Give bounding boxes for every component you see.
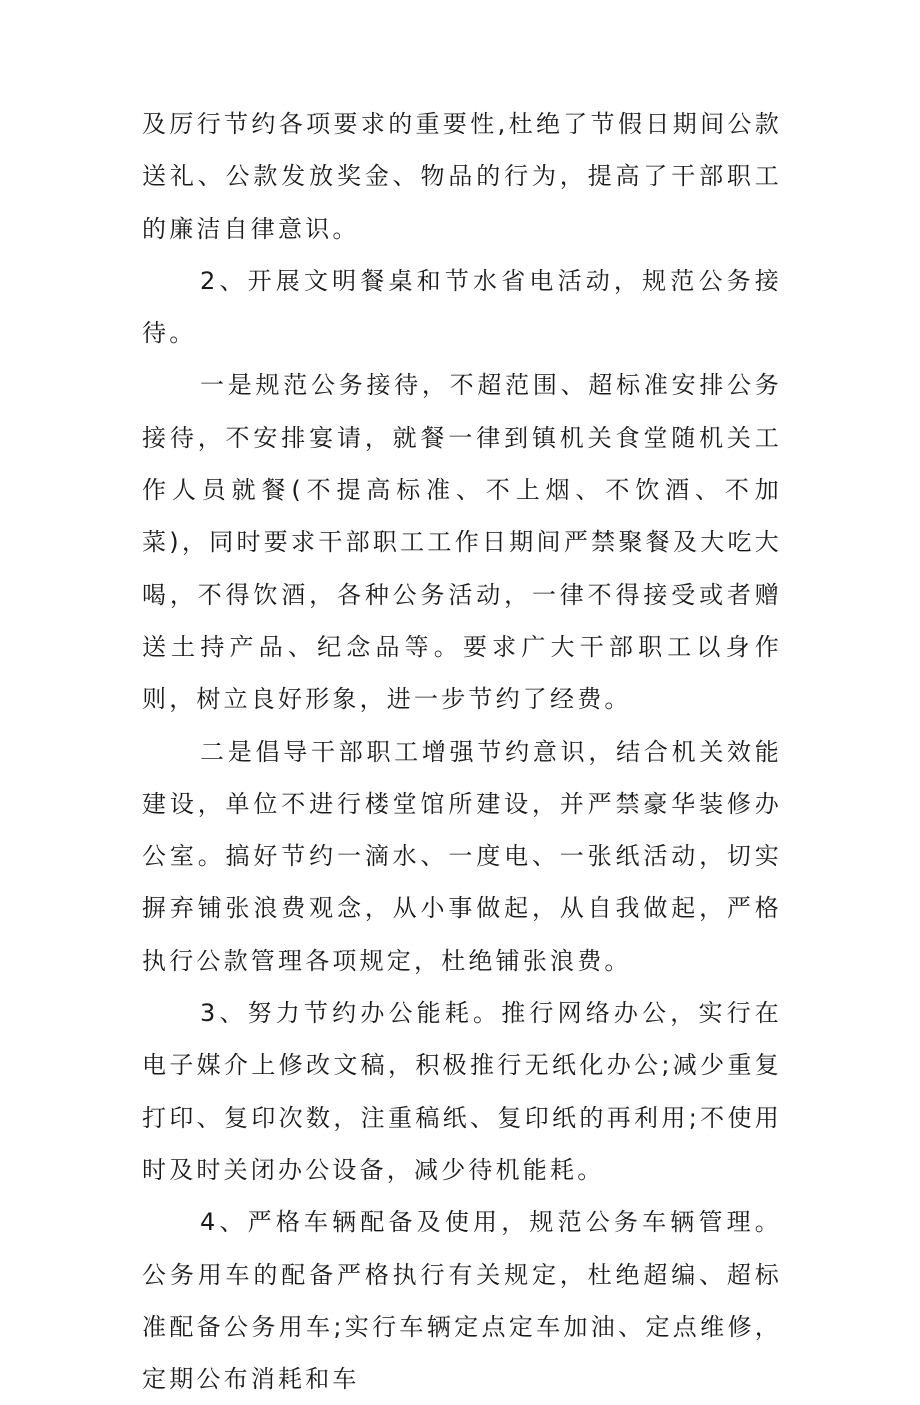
paragraph-sub-1: 一是规范公务接待，不超范围、超标准安排公务接待，不安排宴请，就餐一律到镇机关食堂随机关工作人员就餐(不提高标准、不上烟、不饮酒、不加菜)，同时要求干部职工工作日期间严禁聚餐及大吃大喝，不得饮酒，各种公务活动，一律不得接受或者赠送土持产品、纪念品等。要求广大干部职工以身作则，树立良好形象，进一步节约了经费。 xyxy=(142,371,782,714)
paragraph-item-2: 2、开展文明餐桌和节水省电活动，规范公务接待。 xyxy=(142,266,782,348)
paragraph-item-3: 3、努力节约办公能耗。推行网络办公，实行在电子媒介上修改文稿，积极推行无纸化办公;减少重复打印、复印次数，注重稿纸、复印纸的再利用;不使用时及时关闭办公设备，减少待机能耗。 xyxy=(142,999,782,1184)
paragraph-continuation: 及厉行节约各项要求的重要性,杜绝了节假日期间公款送礼、公款发放奖金、物品的行为，提高了干部职工的廉洁自律意识。 xyxy=(142,110,782,243)
document-body xyxy=(142,98,782,1405)
paragraph-item-4: 4、严格车辆配备及使用，规范公务车辆管理。公务用车的配备严格执行有关规定，杜绝超编、超标准配备公务用车;实行车辆定点定车加油、定点维修，定期公布消耗和车 xyxy=(142,1208,782,1394)
paragraph-sub-2: 二是倡导干部职工增强节约意识，结合机关效能建设，单位不进行楼堂馆所建设，并严禁豪华装修办公室。搞好节约一滴水、一度电、一张纸活动，切实摒弃铺张浪费观念，从小事做起，从自我做起，严格执行公款管理各项规定，杜绝铺张浪费。 xyxy=(142,737,782,975)
